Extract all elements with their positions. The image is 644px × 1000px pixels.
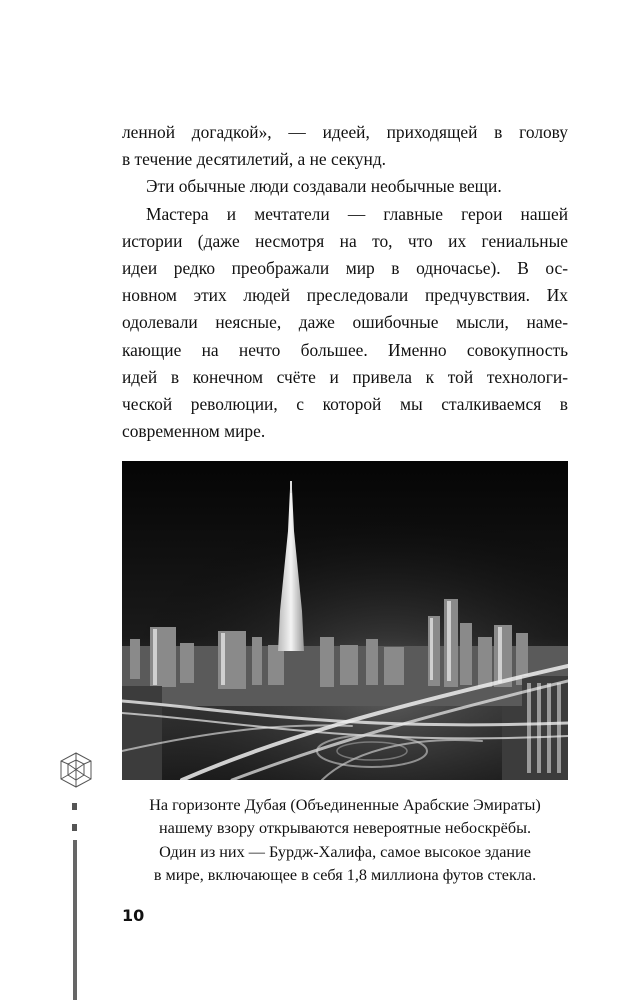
skyline-photo <box>122 461 568 780</box>
caption-line: в мире, включающее в себя 1,8 миллиона футов стекла. <box>153 866 537 885</box>
text-line: идеи редко преображали мир в одночасье). В ос- <box>122 258 568 279</box>
text-line: ленной догадкой», — идеей, приходящей в голову <box>122 122 568 142</box>
caption-line: Один из них — Бурдж-Халифа, самое высокое здание <box>159 842 531 861</box>
hypercube-icon <box>56 750 96 790</box>
text-line: истории (даже несмотря на то, что их гениальные <box>122 230 568 251</box>
margin-bar <box>73 840 77 1000</box>
photo-caption <box>110 794 580 888</box>
caption-line: На горизонте Дубая (Объединенные Арабские Эмираты) <box>149 796 541 814</box>
caption-line: нашему взору открываются невероятные небоскрёбы. <box>159 819 531 838</box>
body-text <box>122 119 568 445</box>
text-line: современном мире. <box>122 421 266 442</box>
text-line: одолевали неясные, даже ошибочные мысли, наме- <box>122 312 568 333</box>
text-line: идей в конечном счёте и привела к той технологи- <box>122 366 568 387</box>
margin-dot <box>72 824 77 831</box>
text-line: кающие на нечто большее. Именно совокупность <box>122 339 568 360</box>
text-line: Мастера и мечтатели — главные герои нашей <box>146 203 568 224</box>
text-line: новном этих людей преследовали предчувствия. Их <box>122 285 568 306</box>
text-line: Эти обычные люди создавали необычные вещи. <box>146 176 502 197</box>
text-line: ческой революции, с которой мы сталкиваемся в <box>122 394 568 415</box>
text-line: в течение десятилетий, а не секунд. <box>122 149 387 170</box>
margin-dot <box>72 803 77 810</box>
margin-dots <box>72 803 78 845</box>
page-number: 10 <box>122 906 145 925</box>
